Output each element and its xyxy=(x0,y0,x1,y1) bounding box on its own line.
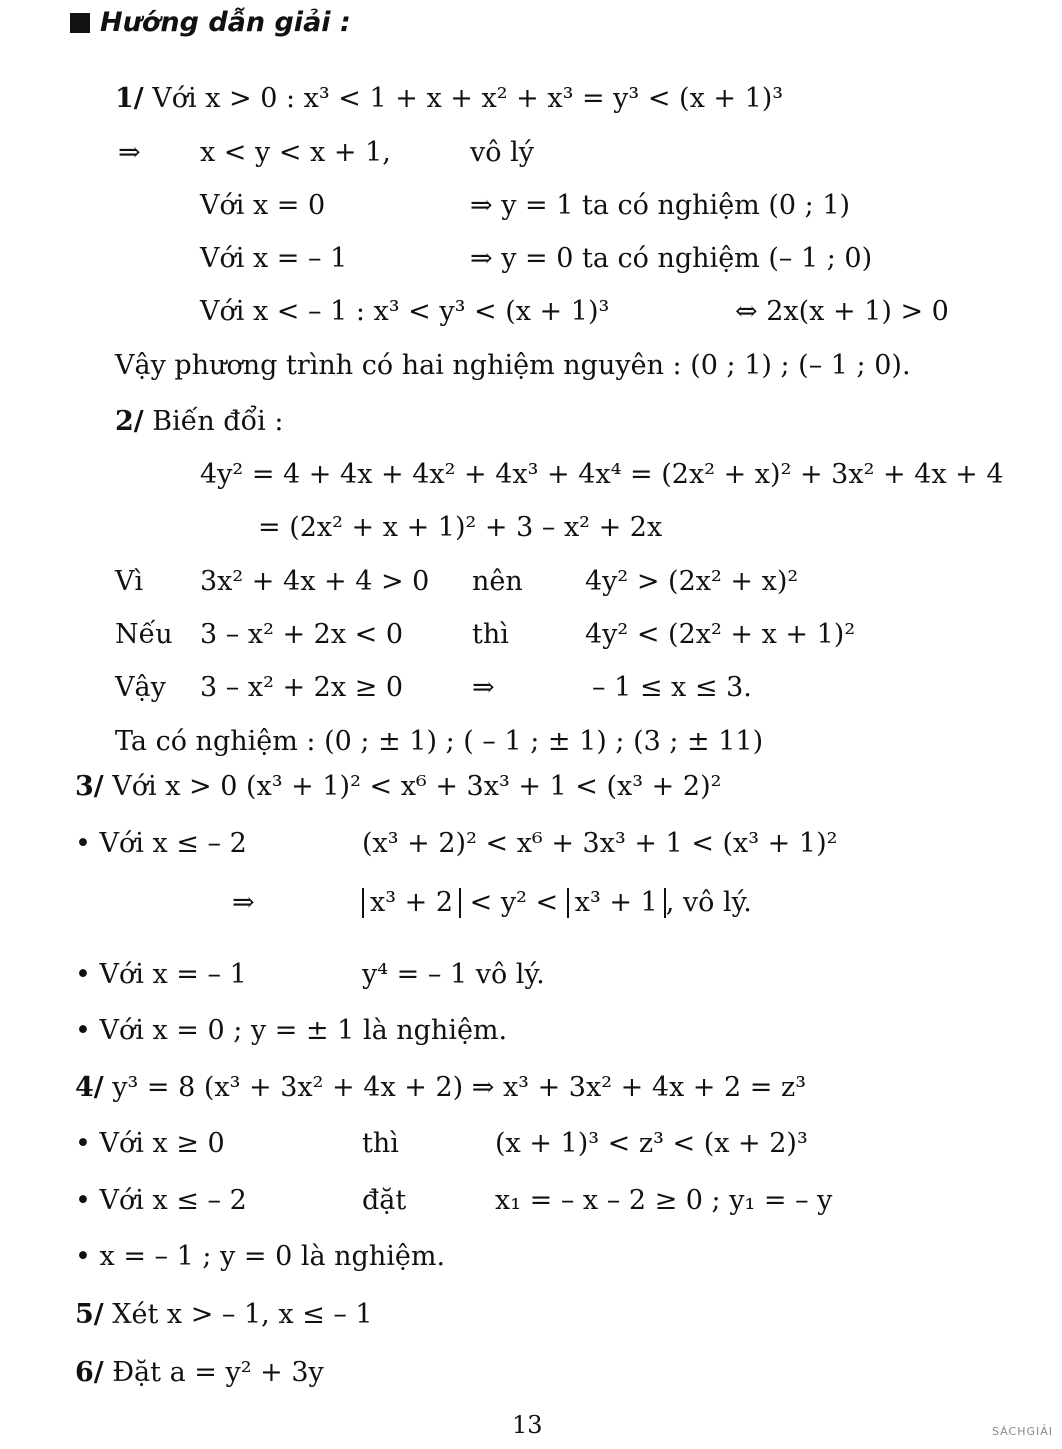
p3-line-3-end: , vô lý. xyxy=(665,887,752,918)
square-bullet-icon xyxy=(70,13,90,33)
p3-line-3-mid: < y² < xyxy=(469,887,559,918)
page-number: 13 xyxy=(512,1411,543,1439)
heading-text: Hướng dẫn giải : xyxy=(100,7,351,38)
p2-line-5-word: thì xyxy=(472,619,509,650)
p4-line-1 xyxy=(75,1071,806,1105)
p2-line-6-result: – 1 ≤ x ≤ 3. xyxy=(592,672,752,703)
p2-solutions: Ta có nghiệm : (0 ; ± 1) ; ( – 1 ; ± 1) ; (3 ; ± 11) xyxy=(115,726,764,757)
p4-line-2-word: thì xyxy=(362,1128,399,1159)
p2-line-1 xyxy=(115,405,283,439)
p3-implies: ⇒ xyxy=(232,887,255,918)
p3-line-3 xyxy=(362,886,752,920)
p4-number: 4/ xyxy=(75,1072,104,1103)
p2-number: 2/ xyxy=(115,406,144,437)
p3-number: 3/ xyxy=(75,771,104,802)
p5-line-1-text: Xét x > – 1, x ≤ – 1 xyxy=(112,1299,373,1330)
p3-line-2-case: • Với x ≤ – 2 xyxy=(75,828,247,859)
p2-line-5-cond: 3 – x² + 2x < 0 xyxy=(200,619,404,650)
p4-line-2-case: • Với x ≥ 0 xyxy=(75,1128,225,1159)
abs-value-left: x³ + 2 xyxy=(362,888,461,918)
p2-equation-1: 4y² = 4 + 4x + 4x² + 4x³ + 4x⁴ = (2x² + x)² + 3x² + 4x + 4 xyxy=(200,459,1004,490)
p5-line-1 xyxy=(75,1298,373,1332)
p2-line-1-text: Biến đổi : xyxy=(152,406,284,437)
p2-line-4-word: nên xyxy=(472,566,523,597)
p1-line-1 xyxy=(115,82,783,116)
p3-line-1-text: Với x > 0 (x³ + 1)² < x⁶ + 3x³ + 1 < (x³ + 2)² xyxy=(112,771,722,802)
p2-line-5-result: 4y² < (2x² + x + 1)² xyxy=(585,619,856,650)
p5-number: 5/ xyxy=(75,1299,104,1330)
p4-line-3-word: đặt xyxy=(362,1185,407,1216)
p1-line-5-case: Với x < – 1 : x³ < y³ < (x + 1)³ xyxy=(200,296,610,327)
p2-line-4-cond: 3x² + 4x + 4 > 0 xyxy=(200,566,430,597)
p1-line-4-case: Với x = – 1 xyxy=(200,243,348,274)
p1-number: 1/ xyxy=(115,83,144,114)
p1-line-1-text: Với x > 0 : x³ < 1 + x + x² + x³ = y³ < (x + 1)³ xyxy=(152,83,784,114)
p1-line-3-case: Với x = 0 xyxy=(200,190,326,221)
p4-line-3-sub: x₁ = – x – 2 ≥ 0 ; y₁ = – y xyxy=(495,1185,833,1216)
p1-line-2-note: vô lý xyxy=(470,137,534,168)
p2-line-4-label: Vì xyxy=(115,566,144,597)
p3-line-1 xyxy=(75,770,721,804)
p2-line-6-label: Vậy xyxy=(115,672,166,703)
p1-line-4-result: ⇒ y = 0 ta có nghiệm (– 1 ; 0) xyxy=(470,243,873,274)
p3-line-4-case: • Với x = – 1 xyxy=(75,959,247,990)
p3-line-4-result: y⁴ = – 1 vô lý. xyxy=(362,959,545,990)
p1-line-2-text: x < y < x + 1, xyxy=(200,137,391,168)
p2-line-5-label: Nếu xyxy=(115,619,173,650)
p1-line-3-result: ⇒ y = 1 ta có nghiệm (0 ; 1) xyxy=(470,190,851,221)
p1-line-5-result: ⇔ 2x(x + 1) > 0 xyxy=(735,296,949,327)
watermark-logo: SÁCHGIẢI xyxy=(992,1425,1054,1438)
p4-line-3-case: • Với x ≤ – 2 xyxy=(75,1185,247,1216)
p2-line-6-implies: ⇒ xyxy=(472,672,495,703)
p2-line-4-result: 4y² > (2x² + x)² xyxy=(585,566,799,597)
abs-value-right: x³ + 1 xyxy=(567,888,666,918)
p1-conclusion: Vậy phương trình có hai nghiệm nguyên : (0 ; 1) ; (– 1 ; 0). xyxy=(115,350,911,381)
p4-line-4: • x = – 1 ; y = 0 là nghiệm. xyxy=(75,1241,446,1272)
p6-line-1 xyxy=(75,1356,324,1390)
p6-line-1-text: Đặt a = y² + 3y xyxy=(112,1357,324,1388)
p6-number: 6/ xyxy=(75,1357,104,1388)
p2-line-6-cond: 3 – x² + 2x ≥ 0 xyxy=(200,672,404,703)
p4-line-2-ineq: (x + 1)³ < z³ < (x + 2)³ xyxy=(495,1128,808,1159)
p4-line-1-text: y³ = 8 (x³ + 3x² + 4x + 2) ⇒ x³ + 3x² + 4x + 2 = z³ xyxy=(112,1072,807,1103)
section-heading xyxy=(70,6,351,40)
p3-line-5: • Với x = 0 ; y = ± 1 là nghiệm. xyxy=(75,1015,508,1046)
p3-line-2-ineq: (x³ + 2)² < x⁶ + 3x³ + 1 < (x³ + 1)² xyxy=(362,828,838,859)
p2-equation-2: = (2x² + x + 1)² + 3 – x² + 2x xyxy=(258,512,663,543)
p1-implies: ⇒ xyxy=(118,137,141,168)
